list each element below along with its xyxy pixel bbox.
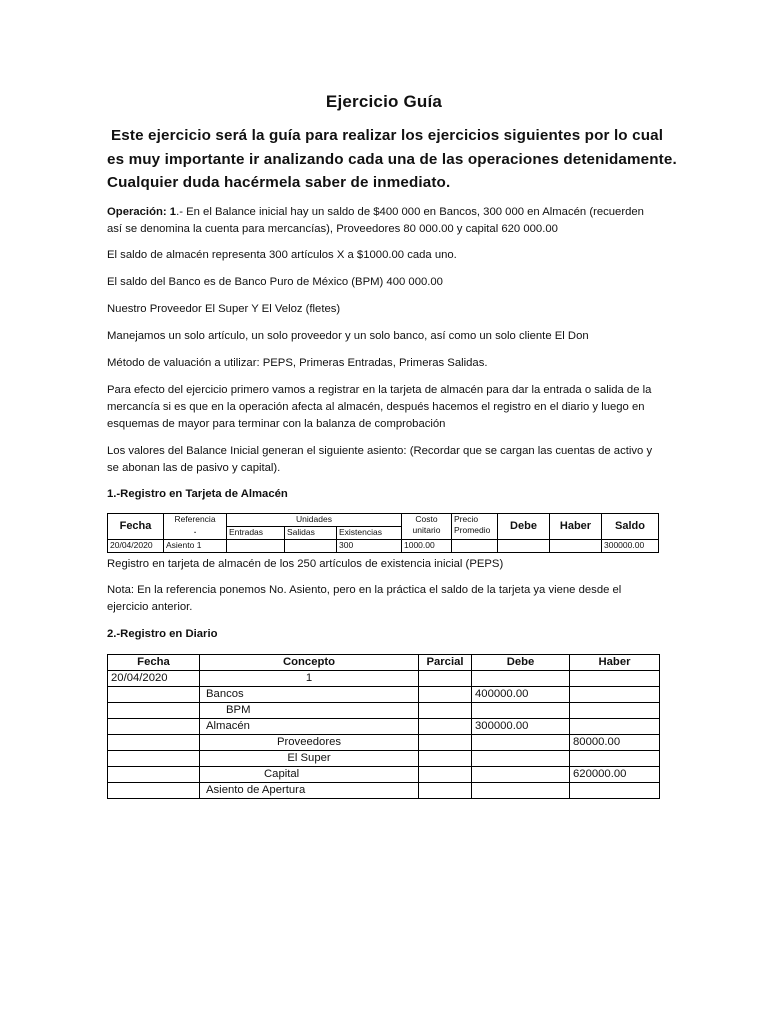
diario-cell-parcial <box>419 719 472 735</box>
nota-line-2: ejercicio anterior. <box>107 601 193 613</box>
table-row <box>108 767 660 783</box>
header-referencia: Referencia . <box>164 514 227 540</box>
diario-cell-parcial <box>419 751 472 767</box>
paragraph-proveedor: Nuestro Proveedor El Super Y El Veloz (fletes) <box>107 303 341 315</box>
cell-salidas <box>285 540 337 553</box>
cell-entradas <box>227 540 285 553</box>
operacion-label: Operación: 1 <box>107 206 177 218</box>
paragraph-efecto <box>107 382 667 433</box>
operacion-text: .- En el Balance inicial hay un saldo de $400 000 en Bancos, 300 000 en Almacén (recuerden <box>176 206 644 218</box>
diario-cell-debe <box>472 671 570 687</box>
paragraph-almacen: El saldo de almacén representa 300 artículos X a $1000.00 cada uno. <box>107 249 457 261</box>
paragraph-manejamos: Manejamos un solo artículo, un solo proveedor y un solo banco, así como un solo cliente El Don <box>107 330 589 342</box>
table-row <box>108 540 659 553</box>
intro-line-2: es muy importante ir analizando cada una de las operaciones detenidamente. <box>107 150 677 168</box>
diario-cell-concepto: Capital <box>200 767 419 783</box>
diario-cell-parcial <box>419 703 472 719</box>
cell-existencias: 300 <box>337 540 402 553</box>
table-row <box>108 671 660 687</box>
header-salidas: Salidas <box>285 527 337 540</box>
table-row <box>108 735 660 751</box>
diario-cell-parcial <box>419 767 472 783</box>
table-row <box>108 751 660 767</box>
diario-header-concepto: Concepto <box>200 655 419 671</box>
diario-cell-fecha <box>108 735 200 751</box>
diario-cell-concepto: BPM <box>200 703 419 719</box>
diario-header-debe: Debe <box>472 655 570 671</box>
header-unidades: Unidades <box>227 514 402 527</box>
efecto-line-2: mercancía si es que en la operación afecta al almacén, después hacemos el registro en el diario y luego en <box>107 401 645 413</box>
header-fecha: Fecha <box>108 514 164 540</box>
header-saldo: Saldo <box>602 514 659 540</box>
nota-line-1: Nota: En la referencia ponemos No. Asiento, pero en la práctica el saldo de la tarjeta ya viene desde el <box>107 584 622 596</box>
diario-cell-haber <box>570 751 660 767</box>
intro-paragraph <box>107 124 677 195</box>
diario-cell-parcial <box>419 671 472 687</box>
diario-cell-debe <box>472 703 570 719</box>
cell-costo: 1000.00 <box>402 540 452 553</box>
diario-cell-parcial <box>419 687 472 703</box>
diario-table <box>107 654 660 799</box>
diario-cell-fecha <box>108 751 200 767</box>
cell-haber <box>550 540 602 553</box>
diario-cell-fecha <box>108 783 200 799</box>
diario-cell-concepto: Bancos <box>200 687 419 703</box>
diario-cell-haber: 620000.00 <box>570 767 660 783</box>
valores-line-2: se abonan las de pasivo y capital). <box>107 462 281 474</box>
table-row <box>108 719 660 735</box>
cell-precio <box>452 540 498 553</box>
operacion-paragraph <box>107 204 667 238</box>
header-haber: Haber <box>550 514 602 540</box>
cell-debe <box>498 540 550 553</box>
diario-header-parcial: Parcial <box>419 655 472 671</box>
diario-cell-haber <box>570 671 660 687</box>
diario-cell-debe: 300000.00 <box>472 719 570 735</box>
efecto-line-1: Para efecto del ejercicio primero vamos a registrar en la tarjeta de almacén para dar la entrada o salida de la <box>107 384 652 396</box>
diario-header-haber: Haber <box>570 655 660 671</box>
section-2-heading: 2.-Registro en Diario <box>107 628 218 640</box>
cell-referencia: Asiento 1 <box>164 540 227 553</box>
table-row <box>108 703 660 719</box>
section-1-heading: 1.-Registro en Tarjeta de Almacén <box>107 488 288 500</box>
diario-cell-haber <box>570 703 660 719</box>
page-title: Ejercicio Guía <box>325 92 443 111</box>
header-entradas: Entradas <box>227 527 285 540</box>
cell-saldo: 300000.00 <box>602 540 659 553</box>
diario-cell-concepto: Asiento de Apertura <box>200 783 419 799</box>
diario-cell-debe <box>472 735 570 751</box>
header-existencias: Existencias <box>337 527 402 540</box>
valores-line-1: Los valores del Balance Inicial generan el siguiente asiento: (Recordar que se cargan las cuentas de activo y <box>107 445 653 457</box>
paragraph-metodo: Método de valuación a utilizar: PEPS, Primeras Entradas, Primeras Salidas. <box>107 357 488 369</box>
diario-cell-fecha <box>108 767 200 783</box>
header-debe: Debe <box>498 514 550 540</box>
diario-cell-fecha <box>108 703 200 719</box>
efecto-line-3: esquemas de mayor para terminar con la balanza de comprobación <box>107 418 446 430</box>
paragraph-registro-tarjeta: Registro en tarjeta de almacén de los 250 artículos de existencia inicial (PEPS) <box>107 558 504 570</box>
header-costo-unitario: Costo unitario <box>402 514 452 540</box>
diario-cell-debe: 400000.00 <box>472 687 570 703</box>
tarjeta-almacen-table <box>107 513 659 553</box>
diario-cell-fecha <box>108 687 200 703</box>
diario-cell-debe <box>472 783 570 799</box>
diario-cell-debe <box>472 751 570 767</box>
diario-cell-parcial <box>419 783 472 799</box>
diario-cell-haber <box>570 687 660 703</box>
diario-cell-debe <box>472 767 570 783</box>
paragraph-nota <box>107 582 667 616</box>
diario-cell-parcial <box>419 735 472 751</box>
diario-cell-fecha <box>108 719 200 735</box>
diario-cell-haber <box>570 719 660 735</box>
diario-cell-haber <box>570 783 660 799</box>
intro-line-1: Este ejercicio será la guía para realizar los ejercicios siguientes por lo cual <box>111 127 664 144</box>
diario-cell-fecha: 20/04/2020 <box>108 671 200 687</box>
table-row <box>108 783 660 799</box>
diario-header-fecha: Fecha <box>108 655 200 671</box>
diario-cell-concepto: Almacén <box>200 719 419 735</box>
diario-cell-haber: 80000.00 <box>570 735 660 751</box>
intro-line-3: Cualquier duda hacérmela saber de inmediato. <box>107 174 451 191</box>
paragraph-banco: El saldo del Banco es de Banco Puro de México (BPM) 400 000.00 <box>107 276 443 288</box>
header-precio-promedio: Precio Promedio <box>452 514 498 540</box>
table-row <box>108 687 660 703</box>
diario-cell-concepto: El Super <box>200 751 419 767</box>
diario-cell-concepto: 1 <box>200 671 419 687</box>
paragraph-valores <box>107 443 667 477</box>
cell-fecha: 20/04/2020 <box>108 540 164 553</box>
diario-cell-concepto: Proveedores <box>200 735 419 751</box>
operacion-line-2: así se denomina la cuenta para mercancías), Proveedores 80 000.00 y capital 620 000.00 <box>107 223 558 235</box>
